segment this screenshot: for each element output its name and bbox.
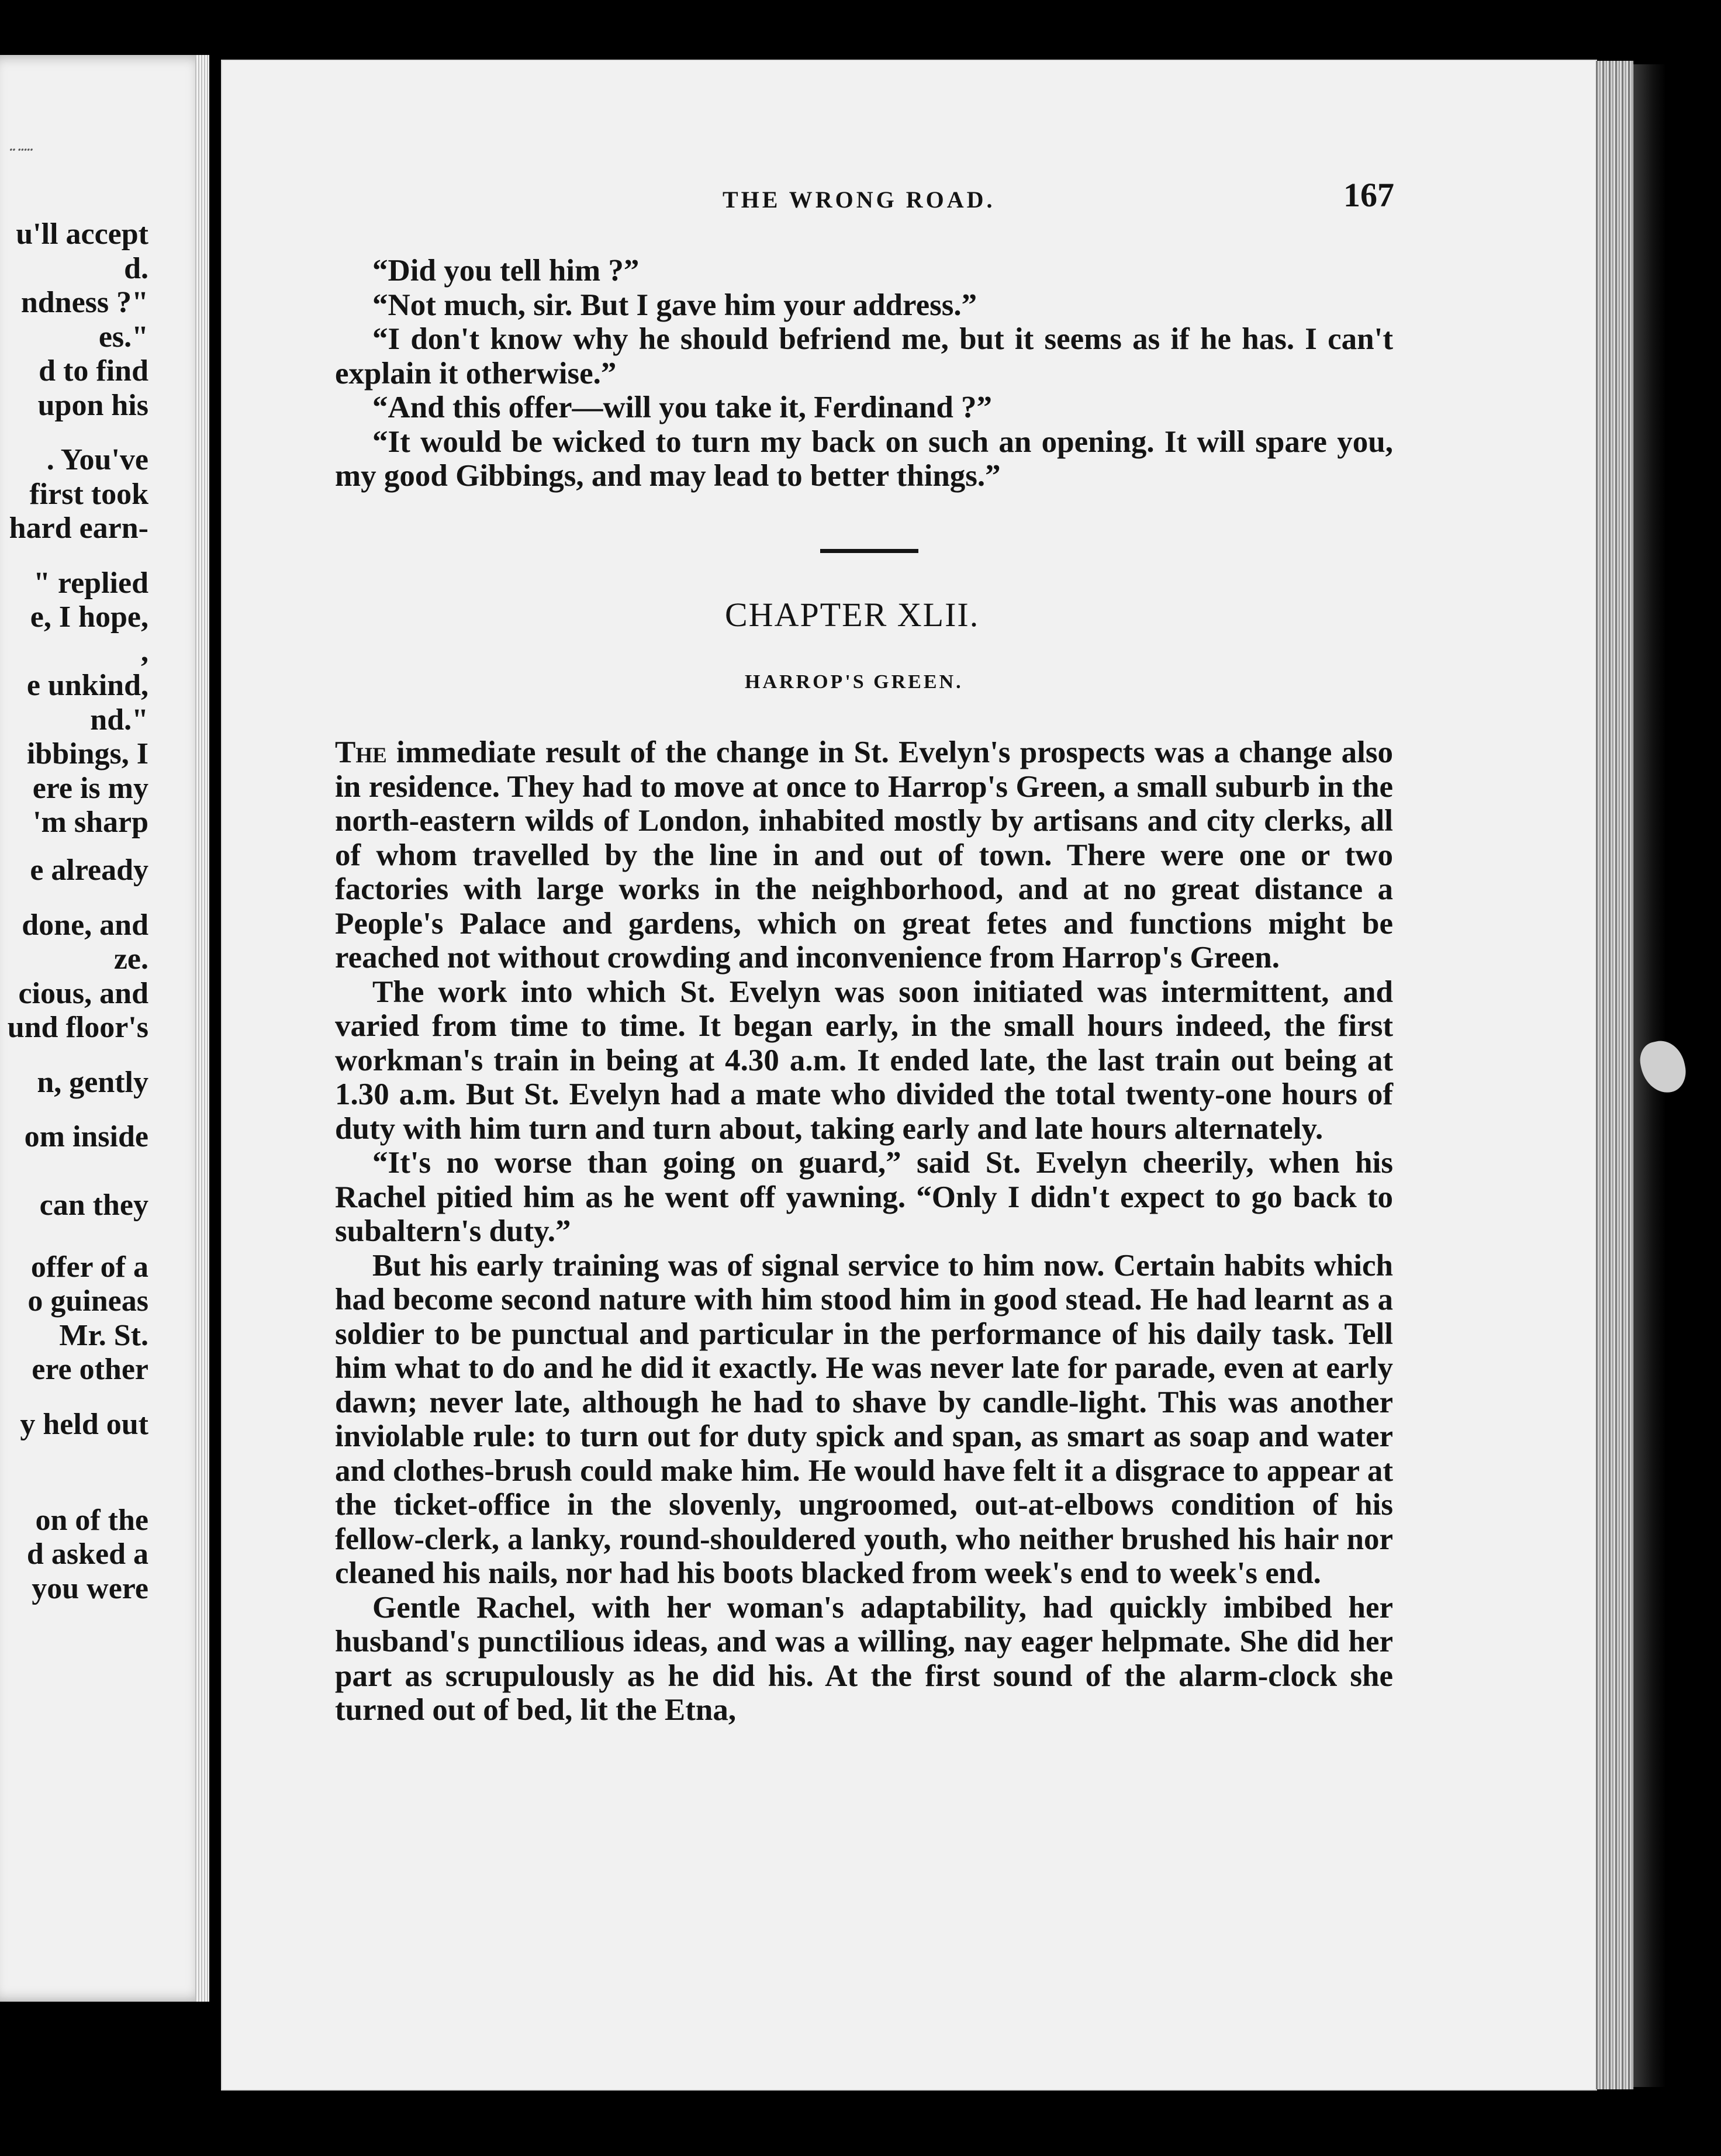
facing-page-line: o guineas	[27, 1284, 148, 1318]
page-edges	[1596, 61, 1633, 2089]
facing-page-line: n, gently	[37, 1065, 148, 1099]
paragraph: “It's no worse than going on guard,” said St. Evelyn cheerily, when his Rachel pitied him as he went off yawning. “Only I didn't expect to go back to subaltern's duty.”	[335, 1146, 1393, 1248]
dialogue-line: “I don't know why he should befriend me, but it seems as if he has. I can't explain it otherwise.”	[335, 322, 1393, 391]
facing-page-line: you were	[32, 1571, 148, 1605]
facing-page-line: ere other	[32, 1353, 148, 1387]
facing-page-line: e unkind,	[26, 669, 148, 703]
facing-page-line: can they	[39, 1188, 148, 1222]
chapter-title: CHAPTER XLII.	[725, 596, 980, 634]
facing-page-line: d asked a	[26, 1537, 148, 1571]
facing-page-line: done, and	[22, 908, 148, 942]
facing-page-line: d to find	[39, 354, 148, 388]
facing-page-line: und floor's	[7, 1011, 148, 1045]
paragraph-text: immediate result of the change in St. Evelyn's prospects was a change also in residence. They had to move at once to Harrop's Green, a small suburb in the north-eastern wilds of London, inhabited mostly by artisans and city clerks, all of whom travelled by the line in and out of town. There were one or two factories with large works in the neighborhood, and at no great distance a People's Palace and gardens, which on great fetes and functions might be reached not without crowding and inconvenience from Harrop's Green.	[335, 735, 1393, 975]
facing-page-line: y held out	[20, 1407, 148, 1441]
paragraph: Gentle Rachel, with her woman's adaptability, had quickly imbibed her husband's punctilious ideas, and was a willing, nay eager helpmate. She did her part as scrupulously as he did his. At the first sound of the alarm-clock she turned out of bed, lit the Etna,	[335, 1590, 1393, 1727]
facing-page-line: ibbings, I	[26, 737, 148, 771]
paragraph: The work into which St. Evelyn was soon initiated was intermittent, and varied from time to time. It began early, in the small hours indeed, the first workman's train in being at 4.30 a.m. It ended late, the last train out being at 1.30 a.m. But St. Evelyn had a mate who divided the total twenty-one hours of duty with him turn and turn about, taking early and late hours alternately.	[335, 975, 1393, 1146]
facing-page-line: e, I hope,	[30, 600, 148, 634]
page-number: 167	[1343, 176, 1394, 214]
facing-page-line: ze.	[113, 942, 148, 976]
chapter-subtitle: HARROP'S GREEN.	[745, 671, 963, 693]
facing-page-line: nd."	[90, 703, 148, 737]
facing-page-line: . You've	[46, 443, 148, 477]
facing-page-line: d.	[124, 251, 148, 285]
lead-word: The	[335, 735, 387, 769]
running-head: THE WRONG ROAD.	[723, 186, 996, 213]
facing-page-line: Mr. St.	[59, 1318, 148, 1352]
facing-page-line: upon his	[37, 388, 148, 422]
facing-page-line: hard earn-	[9, 512, 148, 545]
ink-smudge: ꞏꞏ ꞏꞏꞏꞏꞏ	[8, 144, 32, 157]
chapter-body	[335, 735, 1393, 1727]
facing-page-line: ,	[141, 634, 148, 668]
facing-page-line: ndness ?"	[20, 286, 148, 319]
dialogue-block	[335, 254, 1393, 493]
page-gutter	[195, 55, 209, 2002]
facing-page-line: ere is my	[32, 771, 148, 805]
facing-page-line: offer of a	[30, 1250, 148, 1284]
section-divider	[820, 549, 918, 553]
facing-page-line: first took	[29, 477, 148, 511]
facing-page-line: u'll accept	[16, 217, 148, 251]
facing-page	[0, 55, 209, 2002]
facing-page-line: on of the	[35, 1503, 148, 1537]
paragraph	[335, 735, 1393, 975]
dialogue-line: “Not much, sir. But I gave him your address.”	[372, 288, 977, 322]
facing-page-line: " replied	[33, 566, 148, 600]
dialogue-line: “Did you tell him ?”	[372, 254, 640, 288]
facing-page-line: e already	[30, 854, 148, 887]
dialogue-line: “And this offer—will you take it, Ferdinand ?”	[372, 391, 993, 424]
dialogue-line: “It would be wicked to turn my back on such an opening. It will spare you, my good Gibbings, and may lead to better things.”	[335, 424, 1393, 493]
facing-page-line: es."	[98, 320, 148, 354]
facing-page-line: cious, and	[18, 976, 148, 1010]
facing-page-line: om inside	[24, 1120, 148, 1154]
facing-page-line: 'm sharp	[33, 806, 148, 839]
paragraph: But his early training was of signal service to him now. Certain habits which had become second nature with him stood him in good stead. He had learnt as a soldier to be punctual and particular in the performance of his daily task. Tell him what to do and he did it exactly. He was never late for parade, even at early dawn; never late, although he had to shave by candle-light. This was another inviolable rule: to turn out for duty spick and span, as smart as soap and water and clothes-brush could make him. He would have felt it a disgrace to appear at the ticket-office in the slovenly, ungroomed, out-at-elbows condition of his fellow-clerk, a lanky, round-shouldered youth, who neither brushed his hair nor cleaned his nails, nor had his boots blacked from week's end to week's end.	[335, 1248, 1393, 1590]
